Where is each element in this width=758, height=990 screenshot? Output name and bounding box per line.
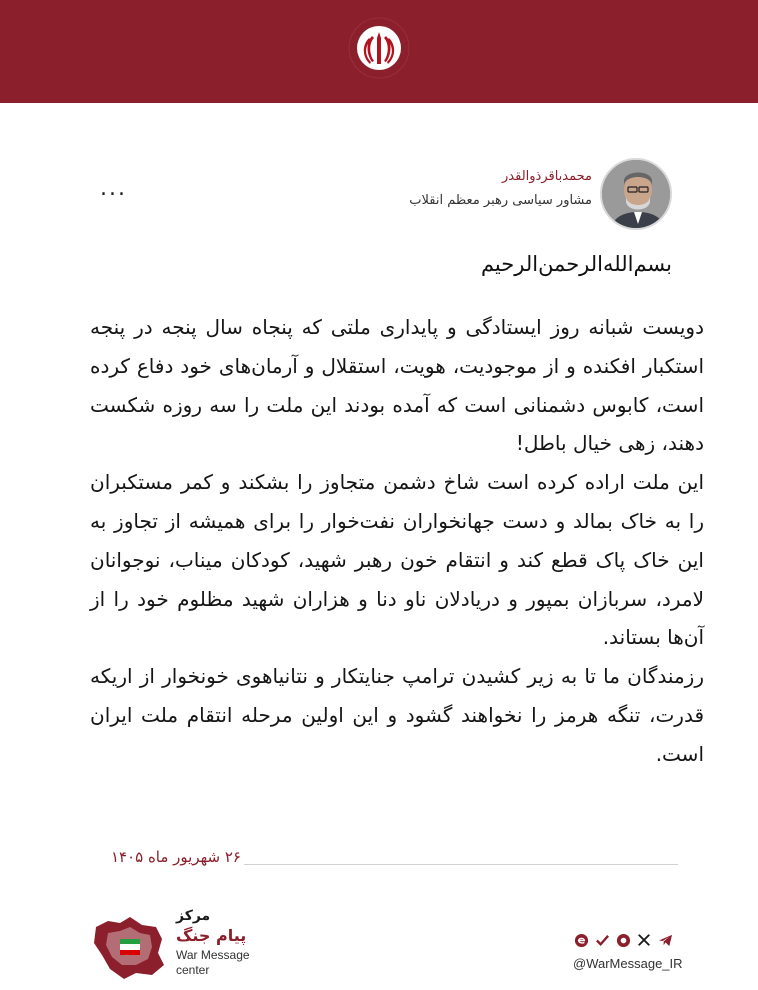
more-options-button[interactable]: ...	[100, 176, 127, 201]
iran-map-logo	[90, 905, 170, 985]
footer-label: مرکز	[176, 908, 211, 924]
bismillah: بسم‌الله‌الرحمن‌الرحیم	[480, 252, 672, 276]
author-block	[409, 168, 592, 212]
x-icon[interactable]	[636, 932, 652, 948]
post-date: ۲۶ شهریور ماه ۱۴۰۵	[110, 848, 241, 866]
footer-label: پیام جنگ	[176, 926, 247, 945]
footer-label: center	[176, 963, 210, 977]
paragraph: رزمندگان ما تا به زیر کشیدن ترامپ جنایتکار و نتانیاهوی خونخوار از اریکه قدرت، تنگه هرمز را نخواهند گشود و این اولین مرحله انتقام ملت ایران است.	[90, 664, 704, 766]
person-icon	[602, 160, 672, 230]
author-title: مشاور سیاسی رهبر معظم انقلاب	[409, 193, 592, 208]
telegram-icon[interactable]	[657, 932, 673, 948]
eitaa-icon[interactable]	[573, 932, 589, 948]
footer-label: War Message	[176, 948, 250, 962]
post-header	[0, 150, 758, 230]
social-handle[interactable]: @WarMessage_IR	[573, 956, 683, 971]
paragraph: این ملت اراده کرده است شاخ دشمن متجاوز را بشکند و کمر مستکبران را به خاک بمالد و دست جهانخواران نفت‌خوار را برای همیشه از تجاوز به این خاک پاک قطع کند و انتقام خون رهبر شهید، کودکان میناب، نوجوانان لامرد، سربازان بمپور و دریادلان ناو دنا و هزاران شهید مظلوم خود را از آن‌ها بستاند.	[90, 470, 704, 650]
check-icon[interactable]	[594, 932, 610, 948]
header-banner	[0, 0, 758, 103]
paragraph: دویست شبانه روز ایستادگی و پایداری ملتی که پنجاه سال پنجه در پنجه استکبار افکنده و از موجودیت، هویت، استقلال و آرمان‌های خود دفاع کرده است، کابوس دشمنانی است که آمده بودند این ملت را سه روزه شکست دهند، زهی خیال باطل!	[90, 315, 704, 456]
bale-icon[interactable]	[615, 932, 631, 948]
emblem-icon	[341, 8, 417, 84]
divider	[244, 864, 678, 865]
social-links	[573, 932, 673, 948]
post-body	[90, 308, 704, 774]
avatar[interactable]	[600, 158, 672, 230]
author-name[interactable]: محمدباقرذوالقدر	[502, 169, 592, 184]
